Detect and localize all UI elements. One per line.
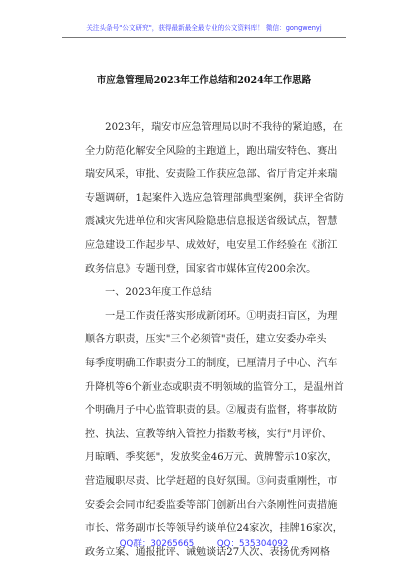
body-line: 升降机等6个新业态或职责不明领域的监管分工，是温州首 <box>85 381 344 393</box>
body-line: 顺各方职责，压实"三个必须管"责任，建立安委办牵头 <box>85 334 327 346</box>
header-divider <box>62 37 346 38</box>
body-line: 一是工作责任落实形成新闭环。①明责扫盲区，为理 <box>85 310 338 322</box>
body-line: 震减灾先进单位和灾害风险隐患信息报送省级试点，智慧 <box>85 216 338 228</box>
body-line: 安委会会同市纪委监委等部门创新出台六条刚性问责措施 <box>85 499 338 511</box>
body-line: 个明确月子中心监管职责的县。②履责有监督，将事故防 <box>85 405 338 417</box>
document-body <box>85 116 347 564</box>
body-line: 瑞安风采，审批、安责险工作获应急部、省厅肯定并来瑞 <box>85 169 338 181</box>
body-line: 一、2023年度工作总结 <box>85 287 212 299</box>
body-line: 应急建设工作起步早、成效好，电安星工作经验在《浙江 <box>85 239 338 251</box>
header-promo-note: 关注头条号"公文研究"，获得最新最全最专业的公文资料库！ 微信：gongwenyj <box>86 24 322 32</box>
footer-contact <box>0 537 408 549</box>
body-line: 控、执法、宣教等纳入管控力指数考核，实行"月评价、 <box>85 428 332 440</box>
footer-qq: QQ：535304092 <box>216 539 289 549</box>
body-line: 专题调研，1起案件入选应急管理部典型案例，获评全省防 <box>85 192 344 204</box>
body-line: 政务信息》专题刊登，国家省市媒体宣传200余次。 <box>85 263 317 275</box>
footer-qq-group: QQ群：30265665 <box>119 539 195 549</box>
body-line: 每季度明确工作职责分工的制度，已厘清月子中心、汽车 <box>85 357 338 369</box>
body-line: 政务立案、通报批评、诫勉谈话27人次、表扬优秀网格 <box>85 546 330 558</box>
document-title: 市应急管理局2023年工作总结和2024年工作思路 <box>96 75 312 86</box>
body-line: 营造履职尽责、比学赶超的良好氛围。③问责重刚性，市 <box>85 475 338 487</box>
body-line: 月晾晒、季奖惩"，发放奖金46万元、黄牌警示10家次， <box>85 452 338 464</box>
body-line: 全力防范化解安全风险的主跑道上，跑出瑞安特色、赛出 <box>85 145 338 157</box>
body-line: 市长、常务副市长等领导约谈单位24家次，挂牌16家次， <box>85 523 343 535</box>
body-line: 2023年，瑞安市应急管理局以时不我待的紧迫感，在 <box>85 122 343 133</box>
